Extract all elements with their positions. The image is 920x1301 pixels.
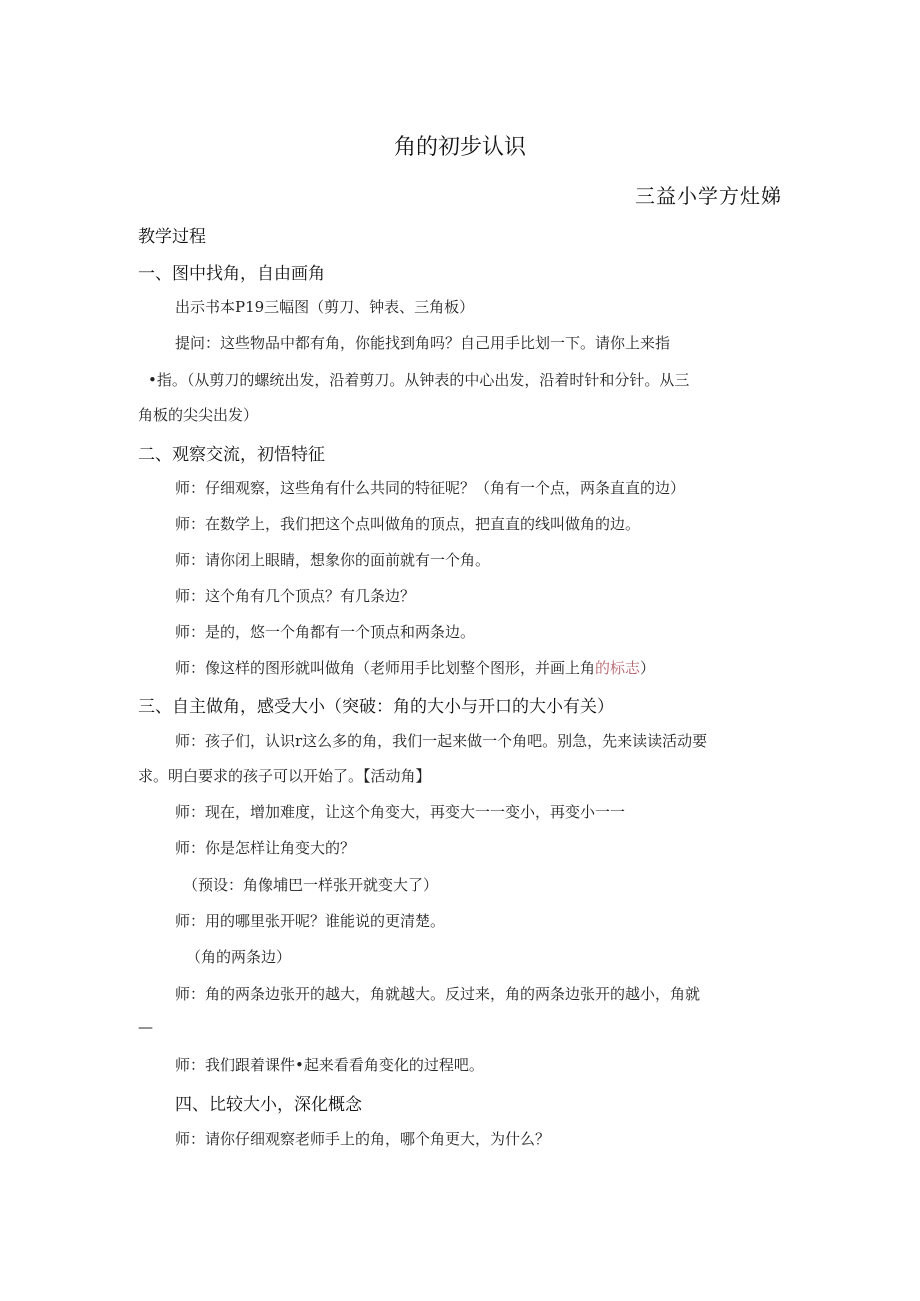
- section-4-heading: 四、比较大小，深化概念: [175, 1095, 362, 1115]
- line-text: ）: [640, 659, 656, 677]
- paragraph-line: 提问：这些物品中都有角，你能找到角吗？自己用手比划一下。请你上来指: [175, 334, 671, 352]
- paragraph-line: 师：仔细观察，这些角有什么共同的特征呢？（角有一个点，两条直直的边）: [175, 479, 686, 497]
- paragraph-line: 求。明白要求的孩子可以开始了。【活动角】: [138, 767, 431, 785]
- paragraph-line: 师：现在，增加难度，让这个角变大，再变大一一变小，再变小一一: [175, 803, 626, 821]
- section-3-heading: 三、自主做角，感受大小（突破：角的大小与开口的大小有关）: [138, 697, 614, 717]
- paragraph-line: 师：是的，悠一个角都有一个顶点和两条边。: [175, 623, 476, 641]
- document-title: 角的初步认识: [393, 135, 526, 160]
- paragraph-line: 师：我们跟着课件•起来看看角变化的过程吧。: [175, 1056, 484, 1074]
- paragraph-line: 师：孩子们，认识r这么多的角，我们一起来做一个角吧。别急，先来读读活动要: [175, 732, 708, 750]
- paragraph-line: 师：在数学上，我们把这个点叫做角的顶点，把直直的线叫做角的边。: [175, 515, 641, 533]
- process-heading: 教学过程: [138, 227, 206, 247]
- paragraph-line: 师：你是怎样让角变大的？: [175, 839, 356, 857]
- paragraph-line: 师：请你闭上眼睛，想象你的面前就有一个角。: [175, 551, 491, 569]
- paragraph-line: •指。（从剪刀的螺统出发，沿着剪刀。从钟表的中心出发，沿着时针和分针。从三: [148, 371, 690, 389]
- paragraph-line: 角板的尖尖出发）: [138, 406, 259, 424]
- paragraph-line: —: [138, 1018, 153, 1036]
- paragraph-line: （角的两条边）: [186, 948, 292, 966]
- paragraph-line: 师：请你仔细观察老师手上的角，哪个角更大，为什么？: [175, 1130, 551, 1148]
- line-text: 师：像这样的图形就叫做角（老师用手比划整个图形，并画上角: [175, 659, 596, 677]
- author-line: 三益小学方灶娣: [635, 184, 782, 208]
- highlighted-text: 的标志: [595, 659, 641, 677]
- paragraph-line: 师：角的两条边张开的越大，角就越大。反过来，角的两条边张开的越小，角就: [175, 985, 701, 1003]
- paragraph-line: 师：用的哪里张开呢？谁能说的更清楚。: [175, 912, 446, 930]
- section-1-heading: 一、图中找角，自由画角: [138, 264, 325, 284]
- paragraph-line: [175, 657, 655, 678]
- paragraph-line: （预设：角像埔巴一样张开就变大了）: [183, 876, 439, 894]
- paragraph-line: 师：这个角有几个顶点？有几条边？: [175, 587, 416, 605]
- section-2-heading: 二、观察交流，初悟特征: [138, 445, 325, 465]
- paragraph-line: 出示书本P19三幅图（剪刀、钟表、三角板）: [175, 298, 475, 316]
